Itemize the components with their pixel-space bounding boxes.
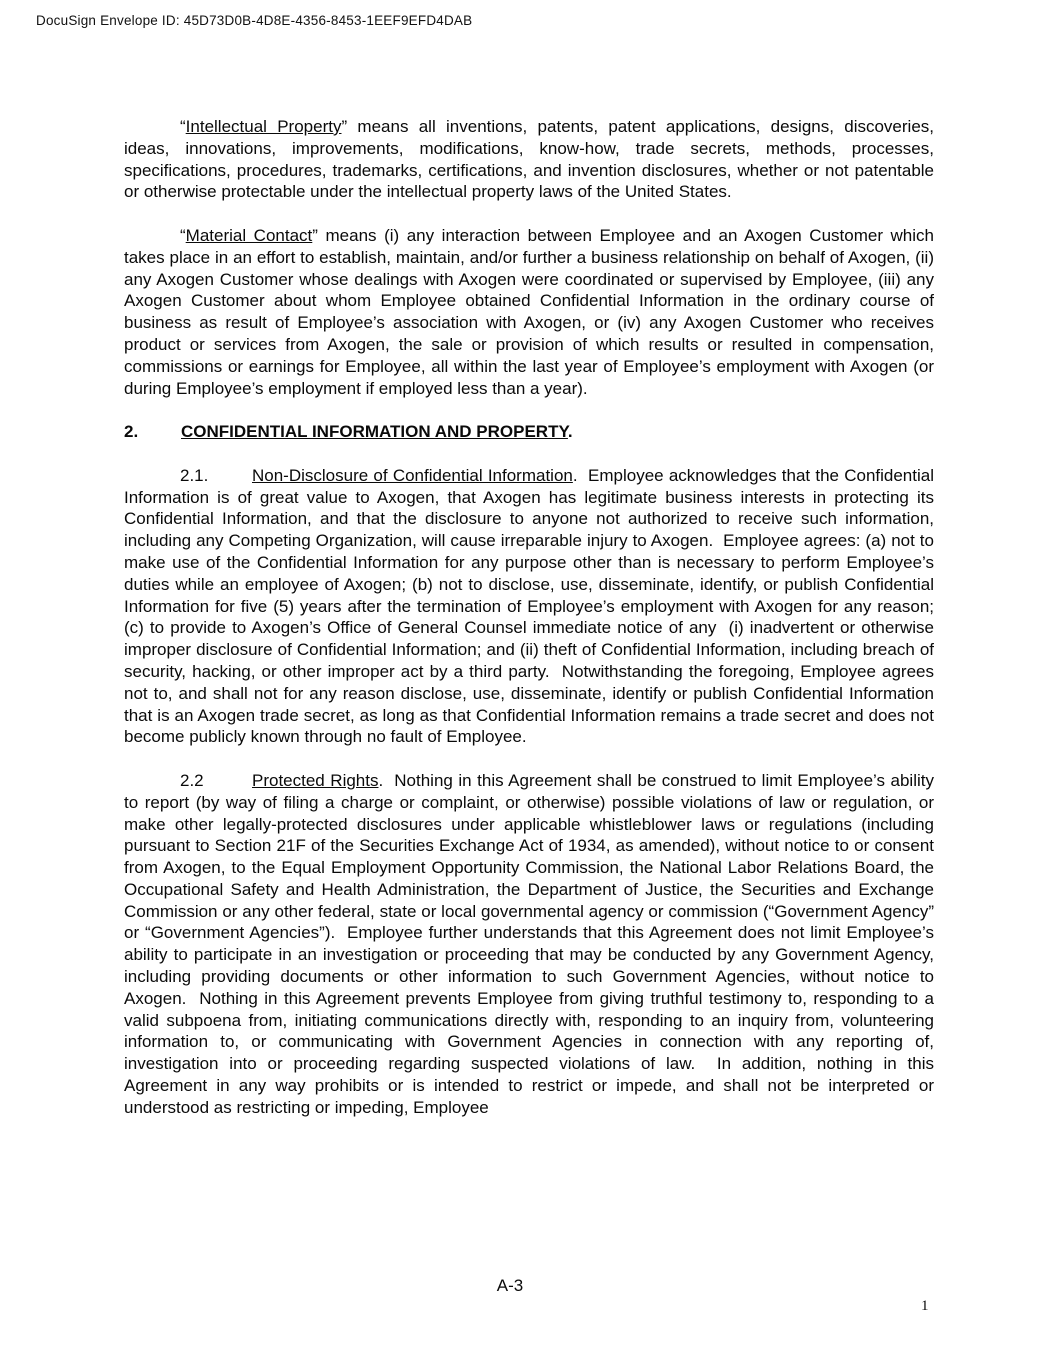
text-segment: 2. (124, 422, 139, 442)
section-2-1-non-disclosure (124, 465, 939, 748)
text-segment: Non-Disclosure of Confidential Information (252, 465, 573, 485)
text-segment: ” means all inventions, patents, patent applications, designs, discoveries, ideas, innovations, improvements, modifications, know-how, trade secrets, methods, processes, specifications, procedures, trademarks, certifications, and invention disclosures, whether or not patentable or otherwise protectable under the intellectual property laws of the United States. (124, 117, 939, 202)
text-segment: . Nothing in this Agreement shall be construed to limit Employee’s ability to report (by way of filing a charge or complaint, or otherwise) possible violations of law or regulation, or make other legally-protected disclosures under applicable whistleblower laws or regulations (including pursuant to Section 21F of the Securities Exchange Act of 1934, as amended), without notice to or consent from Axogen, to the Equal Employment Opportunity Commission, the National Labor Relations Board, the Occupational Safety and Health Administration, the Department of Justice, the Securities and Exchange Commission or any other federal, state or local governmental agency or commission (“Government Agency” or “Government Agencies”). Employee further understands that this Agreement does not limit Employee’s ability to participate in an investigation or proceeding that may be conducted by any Government Agency, including providing documents or other information to such Government Agencies, without notice to Axogen. Nothing in this Agreement prevents Employee from giving truthful testimony to, responding to a valid subpoena from, initiating communications directly with, responding to an inquiry from, volunteering information to, or communicating with Government Agencies in connection with any reporting of, investigation into or proceeding regarding suspected violations of law. In addition, nothing in this Agreement in any way prohibits or is intended to restrict or impede, and shall not be interpreted or understood as restricting or impeding, Employee (124, 770, 939, 1117)
text-segment: 2.1. (180, 465, 209, 485)
text-segment: Material Contact (185, 225, 313, 245)
page-number: 1 (921, 1298, 929, 1314)
text-segment: ” means (i) any interaction between Employee and an Axogen Customer which takes place in an effort to establish, maintain, and/or further a business relationship on behalf of Axogen, (ii) any Axogen Customer whose dealings with Axogen were coordinated or supervised by Employee, (iii) any Axogen Customer about whom Employee obtained Confidential Information in the ordinary course of business as result of Employee’s association with Axogen, or (iv) any Axogen Customer who receives product or services from Axogen, the sale or provision of which results or resulted in compensation, commissions or earnings for Employee, all within the last year of Employee’s employment with Axogen (or during Employee’s employment if employed less than a year). (124, 225, 939, 398)
text-segment: Intellectual Property (185, 117, 342, 136)
text-segment: CONFIDENTIAL INFORMATION AND PROPERTY (181, 422, 568, 442)
docusign-envelope-id: DocuSign Envelope ID: 45D73D0B-4D8E-4356-8453-1EEF9EFD4DAB (36, 13, 473, 28)
text-segment: Protected Rights (252, 770, 379, 790)
text-segment: “ (180, 225, 186, 245)
text-segment: . (567, 422, 573, 442)
definition-material-contact (124, 225, 939, 399)
section-2-2-protected-rights (124, 770, 939, 1119)
definition-intellectual-property (124, 116, 939, 203)
text-segment: 2.2 (180, 770, 204, 790)
page-label: A-3 (496, 1276, 524, 1295)
text-segment: . Employee acknowledges that the Confidential Information is of great value to Axogen, that Axogen has legitimate business interests in protecting its Confidential Information, and that the disclosure to anyone not authorized to receive such information, including any Competing Organization, will cause irreparable injury to Axogen. Employee agrees: (a) not to make use of the Confidential Information for any purpose other than is necessary to perform Employee’s duties while an employee of Axogen; (b) not to disclose, use, disseminate, identify, or publish Confidential Information for five (5) years after the termination of Employee’s employment with Axogen for any reason; (c) to provide to Axogen’s Office of General Counsel immediate notice of any (i) inadvertent or otherwise improper disclosure of Confidential Information; and (ii) theft of Confidential Information, including breach of security, hacking, or other improper act by a third party. Notwithstanding the foregoing, Employee agrees not to, and shall not for any reason disclose, use, disseminate, identify or publish Confidential Information that is an Axogen trade secret, as long as that Confidential Information remains a trade secret and does not become publicly known through no fault of Employee. (124, 465, 939, 747)
document-body (124, 116, 939, 1140)
text-segment: “ (180, 117, 186, 136)
section-heading-confidential-information (124, 421, 934, 443)
